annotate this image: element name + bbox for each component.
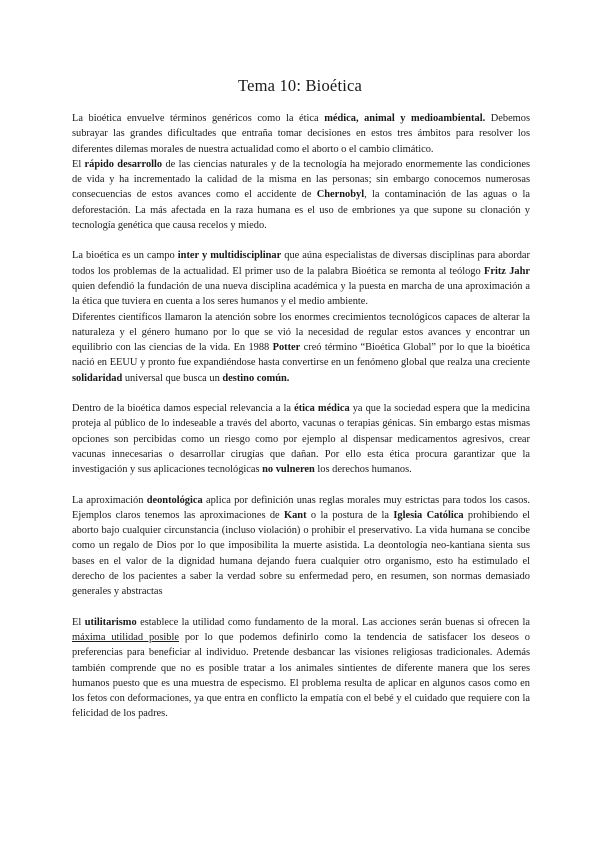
text-run: establece la utilidad como fundamento de la moral. Las acciones serán buenas si ofrecen la xyxy=(136,616,530,628)
bold-term: inter y multidisciplinar xyxy=(177,250,282,262)
page-title: Tema 10: Bioética xyxy=(237,76,363,95)
text-run: quien defendió la fundación de una nueva disciplina académica y la puesta en marcha de una aproximación a la ética que tuviera en cuenta a los seres humanos y el medio ambiente. xyxy=(72,280,530,308)
text-run: o la postura de la xyxy=(306,509,394,521)
bold-term: deontológica xyxy=(146,494,203,506)
bold-term: destino común. xyxy=(222,372,290,384)
text-run: que aúna especialistas de diversas disciplinas para abordar todos los problemas de la actualidad. El primer uso de la palabra Bioética se remonta al teólogo xyxy=(72,250,530,277)
text-run: prohibiendo el aborto bajo cualquier circunstancia (incluso violación) o prohibir el preservativo. La vida humana se concibe como un regalo de Dios por lo que imposibilita la muerte asistida. La deontología neo-kantiana sienta sus bases en el valor de la dignidad humana dejando fuera cualquier otro organismo, esto ha estimulado el derecho de los pacientes a saber la verdad sobre su enfermedad pero, en resumen, son normas demasiado generales y abstractas xyxy=(72,509,530,598)
bold-term: utilitarismo xyxy=(84,616,137,628)
text-run: por lo que podemos definirlo como la tendencia de satisfacer los deseos o preferencias para beneficiar al individuo. Pretende desbancar las visiones religiosas tradicionales. Además también comprende que no es posible tratar a los animales sintientes de diferente manera que los seres humanos puesto que es una muestra de especismo. El problema resulta de aplicar en algunos casos como en los fetos con deformaciones, ya que entra en conflicto la empatía con el bebé y el cuidado que requiere con la felicidad de los padres. xyxy=(72,631,530,720)
paragraph-utilitarianism xyxy=(72,615,530,722)
text-run: los derechos humanos. xyxy=(314,464,412,476)
document-body xyxy=(72,111,530,722)
paragraph-development xyxy=(72,157,530,233)
text-run: aplica por definición unas reglas morales muy estrictas para todos los casos. Ejemplos claros tenemos las aproximaciones de xyxy=(72,494,530,521)
text-run: La bioética envuelve términos genéricos como la ética xyxy=(72,113,325,124)
text-run: universal que busca un xyxy=(122,372,223,384)
text-run: El xyxy=(72,158,85,170)
paragraph-gap xyxy=(72,233,530,248)
text-run: de las ciencias naturales y de la tecnología ha mejorado enormemente las condiciones de vida y ha incrementado la calidad de la misma en las personas; sin embargo conocemos numerosas consecuencias de estos avances como el accidente de xyxy=(72,158,531,201)
text-run: Dentro de la bioética damos especial relevancia a la xyxy=(72,403,295,415)
bold-term: Fritz Jahr xyxy=(483,265,530,277)
text-run: La bioética es un campo xyxy=(72,250,178,262)
bold-term: Iglesia Católica xyxy=(393,509,464,521)
text-run: , la contaminación de las aguas o la deforestación. La más afectada en la raza humana es el uso de embriones ya que supone su clonación y tecnología genética que causa recelos y miedo. xyxy=(72,189,530,232)
text-run: ya que la sociedad espera que la medicina proteja al público de lo indeseable a través del aborto, vacunas o terapias génicas. Sin embargo estas mismas opciones son percibidas como un riesgo como por ejemplo al dispensar medicamentos agresivos, crear vacunas innecesarias o desarrollar cirugías que dañan. Por ello esta ética procura garantizar que la investigación y sus aplicaciones tecnológicas xyxy=(72,403,531,476)
bold-term: Chernobyl xyxy=(316,189,365,201)
text-run: Debemos subrayar las grandes dificultades que entraña tomar decisiones en estos tres ámbitos para resolver los diferentes dilemas morales de nuestra actualidad como el aborto o el cambio climático. xyxy=(72,113,531,155)
bold-term: ética médica xyxy=(294,403,350,415)
paragraph-interdisciplinary xyxy=(72,248,530,309)
paragraph-intro xyxy=(72,111,530,157)
paragraph-gap xyxy=(72,386,530,401)
bold-term: no vulneren xyxy=(262,464,315,476)
text-run: El xyxy=(72,616,85,628)
text-run: Diferentes científicos llamaron la atención sobre los enormes crecimientos tecnológicos capaces de alterar la naturaleza y el género humano por lo que se vió la necesidad de regular estos avances y encontrar un equilibrio con las ciencias de la vida. En 1988 xyxy=(72,311,530,354)
underlined-term: máxima utilidad posible xyxy=(72,631,179,643)
paragraph-gap xyxy=(72,600,530,615)
bold-term: Kant xyxy=(284,509,307,521)
paragraph-gap xyxy=(72,478,530,493)
bold-term: solidaridad xyxy=(72,372,123,384)
bold-term: rápido desarrollo xyxy=(84,158,163,170)
paragraph-global-bioethics xyxy=(72,310,530,386)
bold-term: médica, animal y medioambiental. xyxy=(324,113,486,124)
paragraph-deontological xyxy=(72,493,530,600)
paragraph-medical-ethics xyxy=(72,401,530,477)
bold-term: Potter xyxy=(272,342,301,354)
text-run: La aproximación xyxy=(72,494,147,506)
text-run: creó término “Bioética Global” por lo que la bioética nació en EEUU y pronto fue expandiéndose hasta convertirse en un fenómeno global que realza una creciente xyxy=(72,342,530,369)
